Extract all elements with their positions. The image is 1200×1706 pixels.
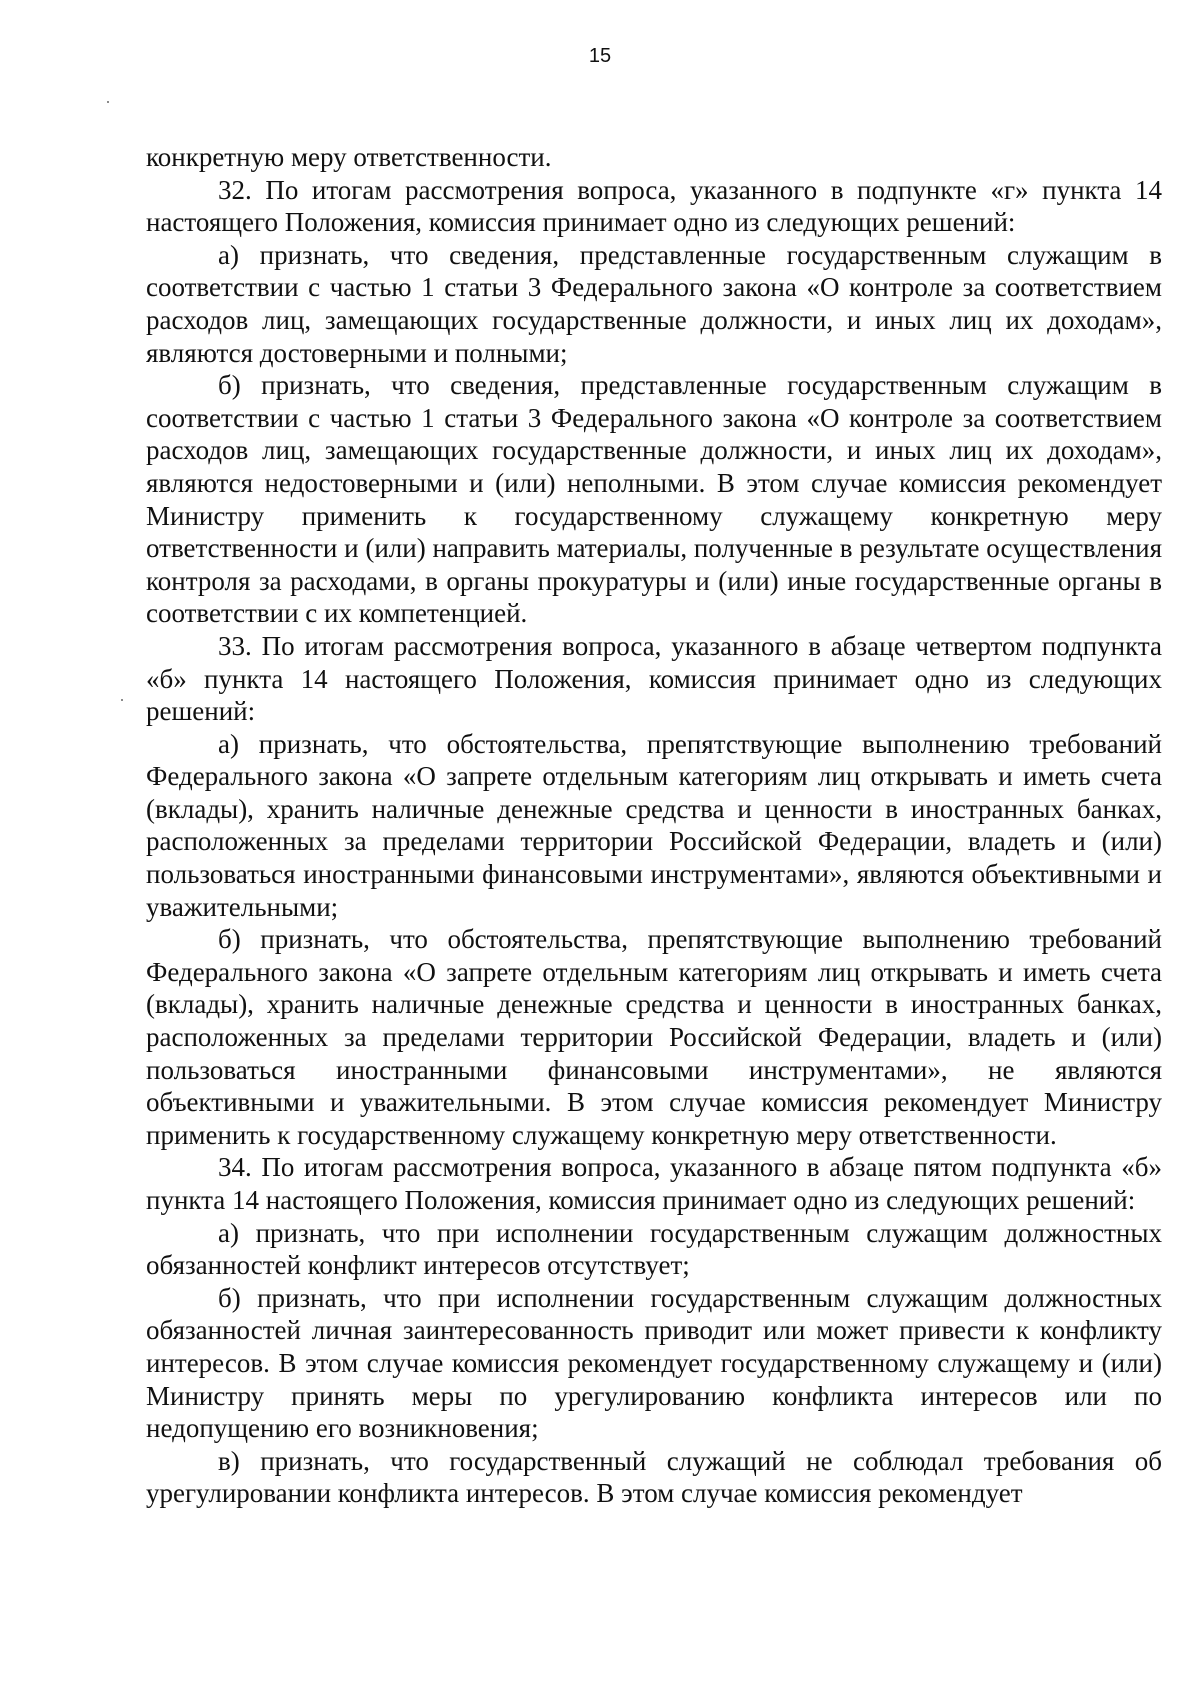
clause-33-item-b: б) признать, что обстоятельства, препятствующие выполнению требований Федерального закона «О запрете отдельным категориям лиц открывать и иметь счета (вклады), хранить наличные денежные средства и ценности в иностранных банках, расположенных за пределами территории Российской Федерации, владеть и (или) пользоваться иностранными финансовыми инструментами», не являются объективными и уважительными. В этом случае комиссия рекомендует Министру применить к государственному служащему конкретную меру ответственности.: [146, 924, 1162, 1150]
clause-32-item-a: а) признать, что сведения, представленные государственным служащим в соответствии с частью 1 статьи 3 Федерального закона «О контроле за соответствием расходов лиц, замещающих государственные должности, и иных лиц их доходам», являются достоверными и полными;: [146, 239, 1162, 368]
scan-speck: [121, 699, 123, 701]
clause-34-item-v: в) признать, что государственный служащий не соблюдал требования об урегулировании конфликта интересов. В этом случае комиссия рекомендует: [146, 1445, 1162, 1509]
clause-32-paragraph: 32. По итогам рассмотрения вопроса, указанного в подпункте «г» пункта 14 настоящего Положения, комиссия принимает одно из следующих решений:: [146, 174, 1162, 238]
continuation-paragraph: конкретную меру ответственности.: [146, 142, 552, 172]
document-body: [146, 141, 1162, 1510]
scan-speck: [107, 101, 109, 103]
clause-32-item-b: б) признать, что сведения, представленные государственным служащим в соответствии с частью 1 статьи 3 Федерального закона «О контроле за соответствием расходов лиц, замещающих государственные должности, и иных лиц их доходам», являются недостоверными и (или) неполными. В этом случае комиссия рекомендует Министру применить к государственному служащему конкретную меру ответственности и (или) направить материалы, полученные в результате осуществления контроля за расходами, в органы прокуратуры и (или) иные государственные органы в соответствии с их компетенцией.: [146, 370, 1162, 629]
clause-34-item-b: б) признать, что при исполнении государственным служащим должностных обязанностей личная заинтересованность приводит или может привести к конфликту интересов. В этом случае комиссия рекомендует государственному служащему и (или) Министру принять меры по урегулированию конфликта интересов или по недопущению его возникновения;: [146, 1282, 1162, 1444]
clause-33-item-a: а) признать, что обстоятельства, препятствующие выполнению требований Федерального закона «О запрете отдельным категориям лиц открывать и иметь счета (вклады), хранить наличные денежные средства и ценности в иностранных банках, расположенных за пределами территории Российской Федерации, владеть и (или) пользоваться иностранными финансовыми инструментами», являются объективными и уважительными;: [146, 728, 1162, 922]
page-number: 15: [588, 45, 612, 67]
clause-34-paragraph: 34. По итогам рассмотрения вопроса, указанного в абзаце пятом подпункта «б» пункта 14 настоящего Положения, комиссия принимает одно из следующих решений:: [146, 1152, 1162, 1215]
clause-34-item-a: а) признать, что при исполнении государственным служащим должностных обязанностей конфликт интересов отсутствует;: [146, 1217, 1162, 1281]
clause-33-paragraph: 33. По итогам рассмотрения вопроса, указанного в абзаце четвертом подпункта «б» пункта 14 настоящего Положения, комиссия принимает одно из следующих решений:: [146, 630, 1162, 727]
